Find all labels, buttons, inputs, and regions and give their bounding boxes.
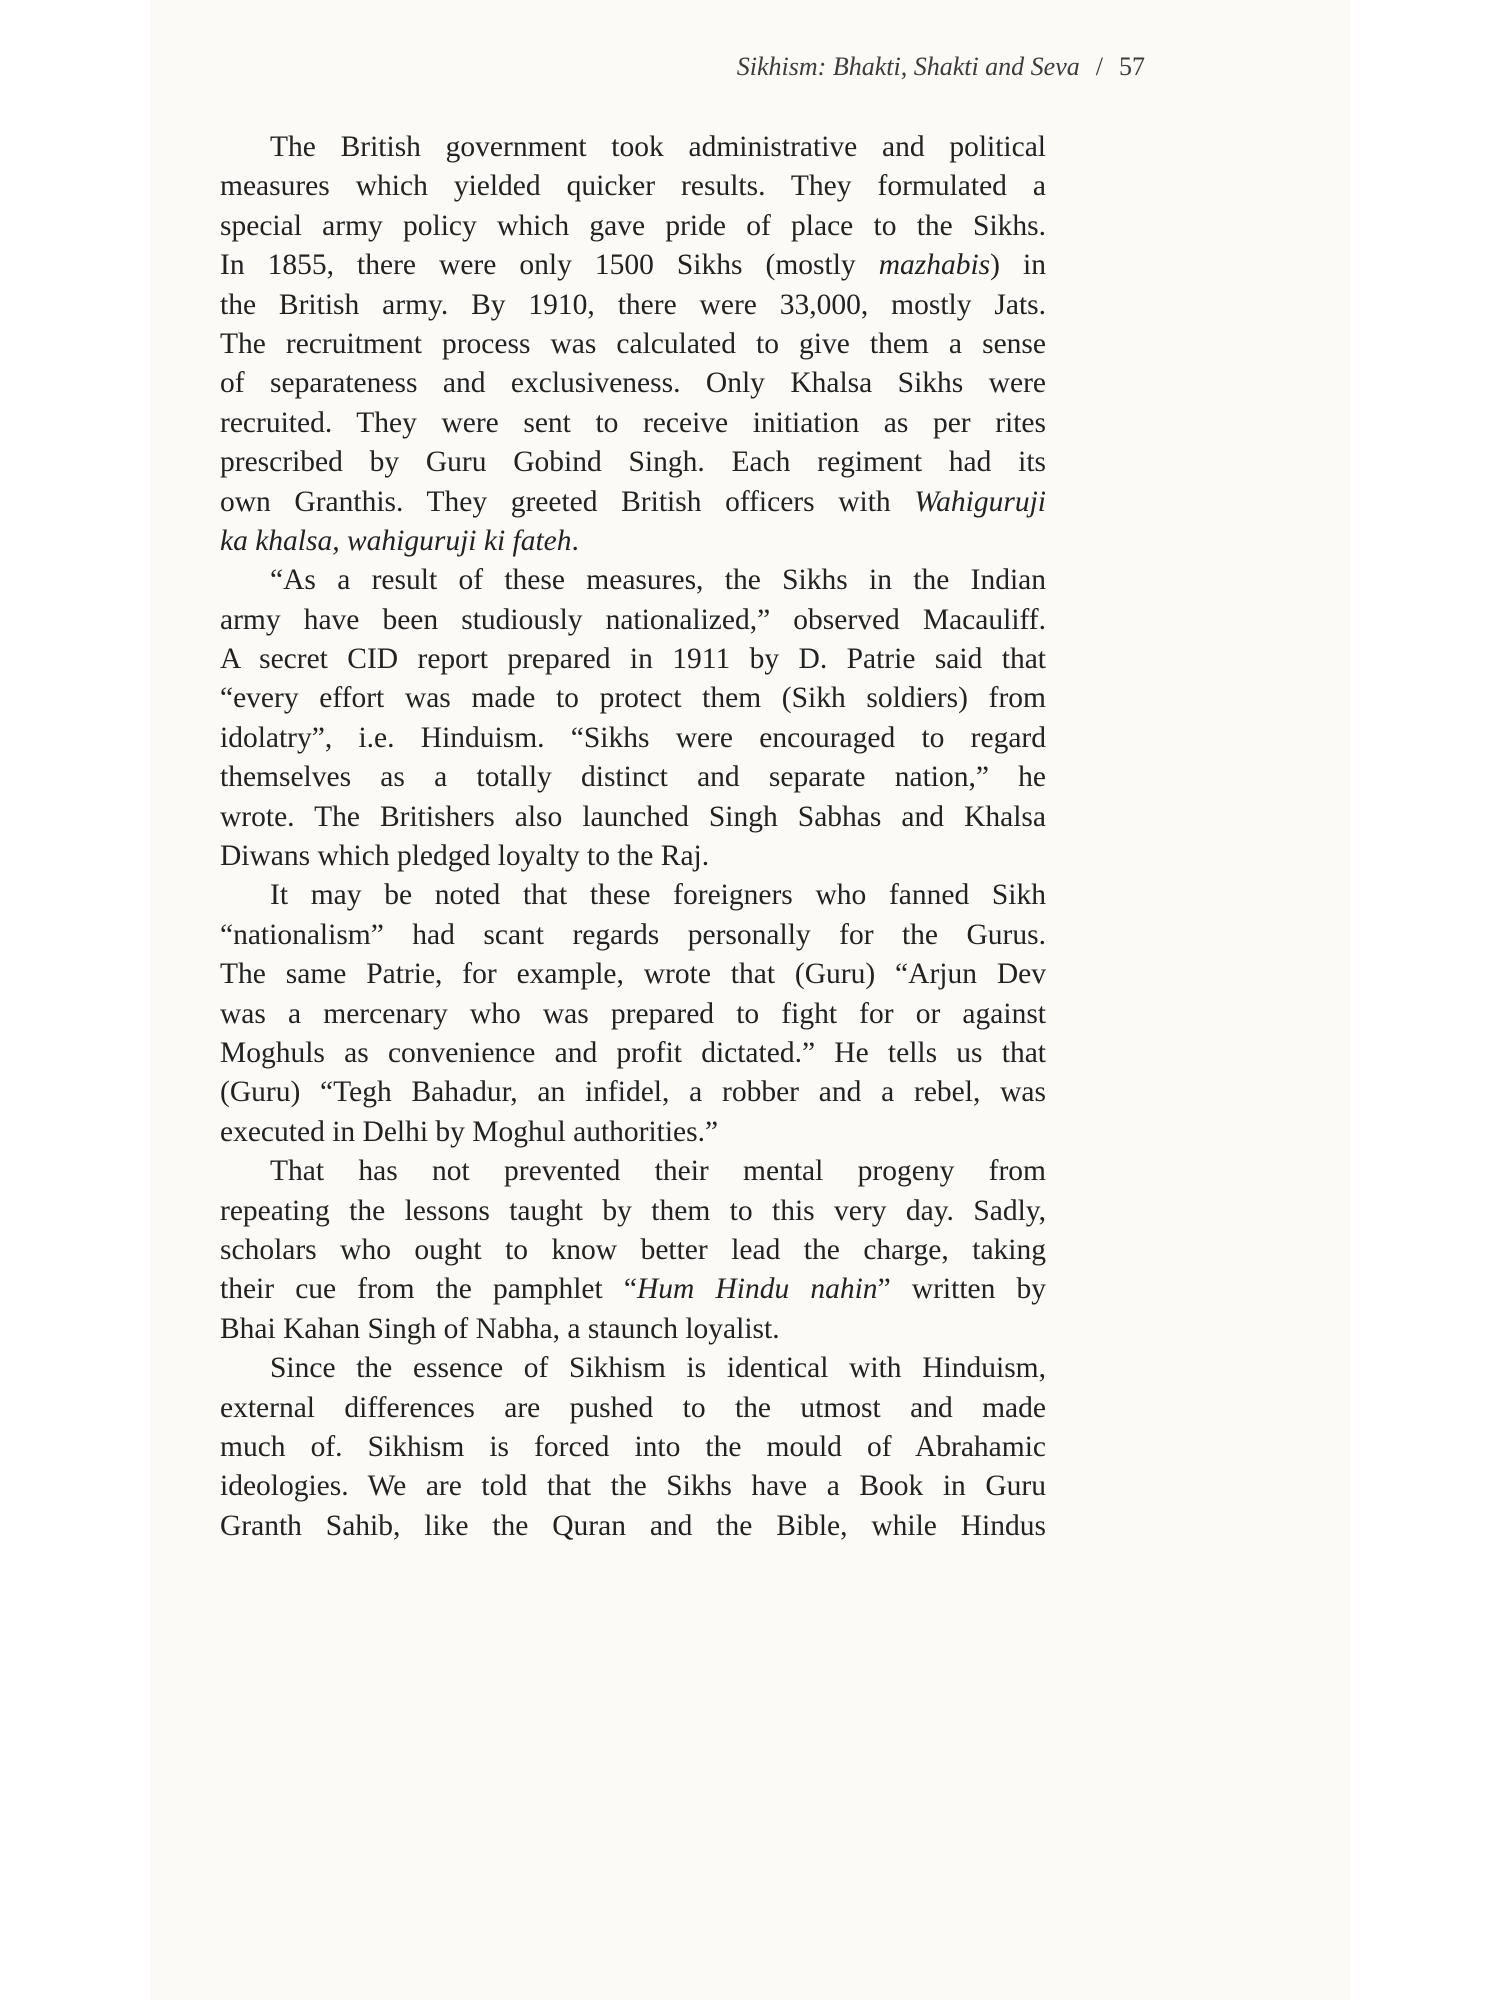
body-text: [220, 128, 1046, 1546]
text-line: [220, 364, 1046, 403]
paragraph: [220, 1349, 1046, 1546]
text-line: [220, 167, 1046, 206]
text-line: [220, 1467, 1046, 1506]
paragraph: [220, 128, 1046, 561]
text-line: [220, 246, 1046, 285]
text-line: [220, 640, 1046, 679]
text-line: [220, 1428, 1046, 1467]
text-run: executed in Delhi by Moghul authorities.”: [220, 1115, 719, 1148]
text-run: Since the essence of Sikhism is identical with Hinduism,: [270, 1352, 1046, 1385]
text-line: [220, 876, 1046, 915]
text-run: Diwans which pledged loyalty to the Raj.: [220, 840, 710, 873]
text-run: “nationalism” had scant regards personally for the Gurus.: [220, 918, 1046, 951]
text-line: [220, 1034, 1046, 1073]
text-run: scholars who ought to know better lead the charge, taking: [220, 1233, 1046, 1266]
text-run: Bhai Kahan Singh of Nabha, a staunch loyalist.: [220, 1312, 780, 1345]
text-line: [220, 758, 1046, 797]
text-line: [220, 798, 1046, 837]
italic-text: mazhabis: [878, 249, 991, 282]
running-head: [737, 52, 1145, 82]
text-line: [220, 1231, 1046, 1270]
text-line: [220, 286, 1046, 325]
paragraph: [220, 876, 1046, 1152]
text-run: .: [571, 524, 579, 557]
text-run: “every effort was made to protect them (Sikh soldiers) from: [220, 682, 1046, 715]
text-line: [220, 207, 1046, 246]
text-line: [220, 719, 1046, 758]
italic-text: Hum Hindu nahin: [636, 1273, 878, 1306]
text-line: [220, 483, 1046, 522]
text-run: prescribed by Guru Gobind Singh. Each regiment had its: [220, 446, 1046, 479]
italic-text: Wahiguruji: [914, 485, 1046, 518]
text-line: [220, 1192, 1046, 1231]
text-line: [220, 837, 1046, 876]
text-run: ” written by: [877, 1273, 1047, 1306]
text-run: ) in: [990, 249, 1046, 282]
text-run: the British army. By 1910, there were 33,000, mostly Jats.: [220, 288, 1046, 321]
text-run: idolatry”, i.e. Hinduism. “Sikhs were encouraged to regard: [220, 721, 1046, 754]
header-separator: /: [1095, 52, 1103, 81]
text-run: Granth Sahib, like the Quran and the Bible, while Hindus: [220, 1509, 1046, 1542]
text-run: The recruitment process was calculated to give them a sense: [220, 327, 1046, 360]
text-line: [220, 995, 1046, 1034]
italic-text: ka khalsa, wahiguruji ki fateh: [220, 524, 572, 557]
text-run: In 1855, there were only 1500 Sikhs (mostly: [220, 249, 879, 282]
text-line: [220, 404, 1046, 443]
text-run: own Granthis. They greeted British officers with: [220, 485, 915, 518]
text-run: The British government took administrative and political: [270, 131, 1046, 163]
text-run: external differences are pushed to the utmost and made: [220, 1391, 1046, 1424]
text-line: [220, 1349, 1046, 1388]
text-run: (Guru) “Tegh Bahadur, an infidel, a robber and a rebel, was: [220, 1076, 1046, 1109]
page-number: 57: [1119, 52, 1145, 81]
text-run: A secret CID report prepared in 1911 by D. Patrie said that: [220, 643, 1046, 676]
text-run: themselves as a totally distinct and separate nation,” he: [220, 761, 1046, 794]
text-line: [220, 1073, 1046, 1112]
text-run: recruited. They were sent to receive initiation as per rites: [220, 406, 1046, 439]
text-line: [220, 1270, 1046, 1309]
text-run: measures which yielded quicker results. They formulated a: [220, 170, 1046, 203]
text-run: army have been studiously nationalized,” observed Macauliff.: [220, 603, 1046, 636]
text-line: [220, 1389, 1046, 1428]
paragraph: [220, 561, 1046, 876]
text-run: much of. Sikhism is forced into the mould of Abrahamic: [220, 1430, 1046, 1463]
text-line: [220, 955, 1046, 994]
text-run: The same Patrie, for example, wrote that (Guru) “Arjun Dev: [220, 958, 1046, 991]
text-line: [220, 679, 1046, 718]
text-line: [220, 1152, 1046, 1191]
text-line: [220, 325, 1046, 364]
text-line: [220, 1113, 1046, 1152]
text-run: their cue from the pamphlet “: [220, 1273, 637, 1306]
text-run: of separateness and exclusiveness. Only Khalsa Sikhs were: [220, 367, 1046, 400]
text-line: [220, 1507, 1046, 1546]
text-run: It may be noted that these foreigners who fanned Sikh: [270, 879, 1046, 912]
paragraph: [220, 1152, 1046, 1349]
text-run: ideologies. We are told that the Sikhs have a Book in Guru: [220, 1470, 1046, 1503]
text-line: [220, 1310, 1046, 1349]
text-run: was a mercenary who was prepared to fight for or against: [220, 997, 1046, 1030]
text-run: repeating the lessons taught by them to this very day. Sadly,: [220, 1194, 1046, 1227]
text-run: “As a result of these measures, the Sikhs in the Indian: [270, 564, 1046, 597]
running-title: Sikhism: Bhakti, Shakti and Seva: [736, 52, 1080, 81]
text-line: [220, 522, 1046, 561]
text-run: special army policy which gave pride of place to the Sikhs.: [220, 209, 1046, 242]
text-line: [220, 601, 1046, 640]
text-line: [220, 916, 1046, 955]
text-line: [220, 128, 1046, 167]
text-run: wrote. The Britishers also launched Singh Sabhas and Khalsa: [220, 800, 1046, 833]
text-run: Moghuls as convenience and profit dictated.” He tells us that: [220, 1036, 1046, 1069]
book-page: [150, 0, 1350, 2000]
text-run: That has not prevented their mental progeny from: [270, 1155, 1046, 1188]
text-line: [220, 561, 1046, 600]
text-line: [220, 443, 1046, 482]
